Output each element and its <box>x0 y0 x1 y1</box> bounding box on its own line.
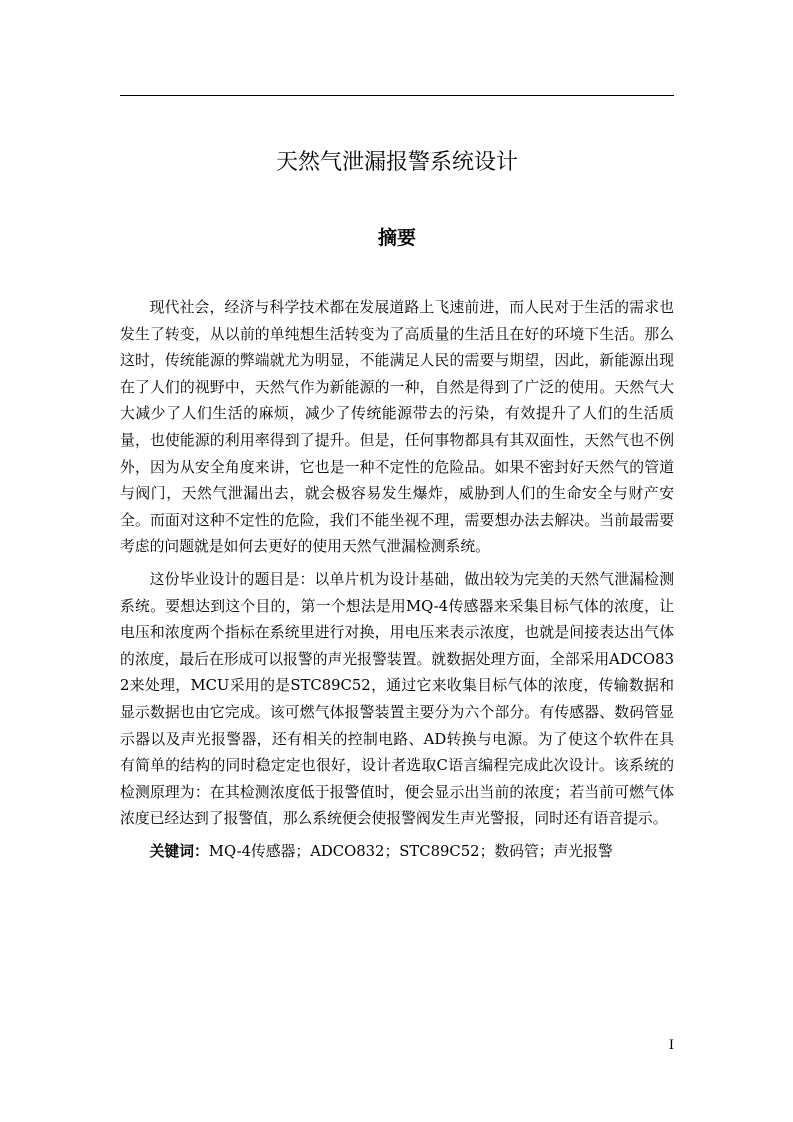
abstract-heading: 摘要 <box>377 227 416 249</box>
keywords-label: 关键词： <box>149 842 209 860</box>
abstract-paragraph-1: 现代社会，经济与科学技术都在发展道路上飞速前进，而人民对于生活的需求也发生了转变，从以前的单纯想生活转变为了高质量的生活且在好的环境下生活。那么这时，传统能源的弊端就尤为明显，不能满足人民的需要与期望，因此，新能源出现在了人们的视野中，天然气作为新能源的一种，自然是得到了广泛的使用。天然气大大减少了人们生活的麻烦，减少了传统能源带去的污染，有效提升了人们的生活质量，也使能源的利用率得到了提升。但是，任何事物都具有其双面性，天然气也不例外，因为从安全角度来讲，它也是一种不定性的危险品。如果不密封好天然气的管道与阀门，天然气泄漏出去，就会极容易发生爆炸，威胁到人们的生命安全与财产安全。而面对这种不定性的危险，我们不能坐视不理，需要想办法去解决。当前最需要考虑的问题就是如何去更好的使用天然气泄漏检测系统。 <box>120 299 674 556</box>
abstract-paragraph-2: 这份毕业设计的题目是：以单片机为设计基础，做出较为完美的天然气泄漏检测系统。要想达到这个目的，第一个想法是用MQ-4传感器来采集目标气体的浓度，让电压和浓度两个指标在系统里进行对换，用电压来表示浓度，也就是间接表达出气体的浓度，最后在形成可以报警的声光报警装置。就数据处理方面，全部采用ADCO832来处理，MCU采用的是STC89C52，通过它来收集目标气体的浓度，传输数据和显示数据也由它完成。该可燃气体报警装置主要分为六个部分。有传感器、数码管显示器以及声光报警器，还有相关的控制电路、AD转换与电源。为了使这个软件在具有简单的结构的同时稳定定也很好，设计者选取C语言编程完成此次设计。该系统的检测原理为：在其检测浓度低于报警值时，便会显示出当前的浓度；若当前可燃气体浓度已经达到了报警值，那么系统便会使报警阀发生声光警报，同时还有语音提示。 <box>120 570 674 828</box>
header-rule <box>120 95 674 96</box>
page-number: I <box>668 1038 674 1053</box>
document-title: 天然气泄漏报警系统设计 <box>275 150 518 175</box>
keywords-line <box>120 839 674 866</box>
abstract-body <box>120 295 674 865</box>
keywords-text: MQ-4传感器；ADCO832；STC89C52；数码管；声光报警 <box>208 842 613 860</box>
